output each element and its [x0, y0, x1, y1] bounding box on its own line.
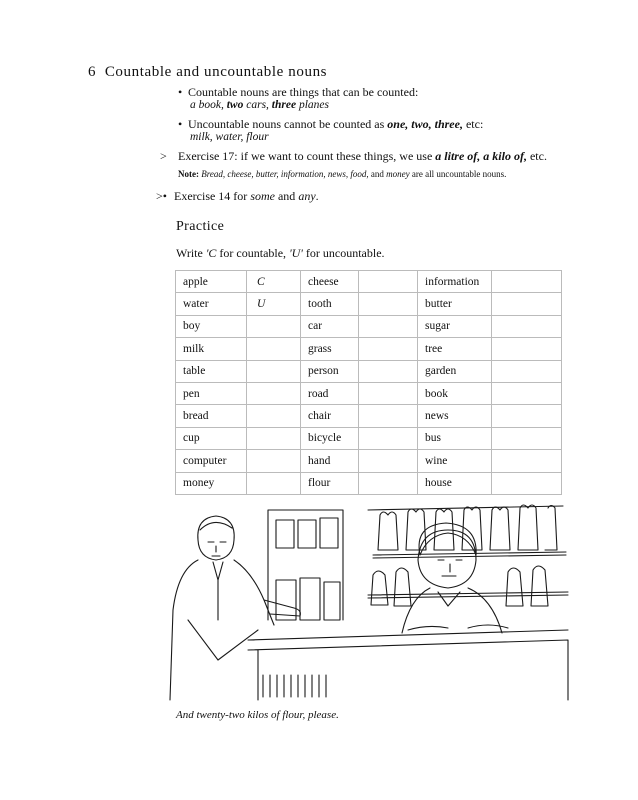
table-row	[176, 293, 562, 315]
answer-cell[interactable]	[247, 382, 301, 404]
word-cell: person	[301, 360, 359, 382]
word-cell: chair	[301, 405, 359, 427]
answer-cell[interactable]	[492, 293, 562, 315]
answer-cell[interactable]: C	[247, 271, 301, 293]
table-row	[176, 472, 562, 494]
answer-cell[interactable]	[359, 315, 418, 337]
table-row	[176, 338, 562, 360]
word-cell: information	[418, 271, 492, 293]
word-cell: road	[301, 382, 359, 404]
word-cell: tooth	[301, 293, 359, 315]
word-cell: garden	[418, 360, 492, 382]
word-cell: sugar	[418, 315, 492, 337]
answer-cell[interactable]	[247, 405, 301, 427]
answer-cell[interactable]	[492, 405, 562, 427]
table-row	[176, 405, 562, 427]
answer-cell[interactable]	[492, 271, 562, 293]
answer-cell[interactable]: U	[247, 293, 301, 315]
uncountable-examples: milk, water, flour	[190, 131, 269, 143]
word-cell: tree	[418, 338, 492, 360]
table-row	[176, 382, 562, 404]
word-cell: car	[301, 315, 359, 337]
word-cell: news	[418, 405, 492, 427]
answer-cell[interactable]	[492, 382, 562, 404]
word-cell: bicycle	[301, 427, 359, 449]
table-row	[176, 450, 562, 472]
answer-cell[interactable]	[359, 360, 418, 382]
word-cell: cheese	[301, 271, 359, 293]
word-cell: flour	[301, 472, 359, 494]
answer-cell[interactable]	[492, 360, 562, 382]
answer-cell[interactable]	[247, 427, 301, 449]
answer-cell[interactable]	[359, 382, 418, 404]
bullet-uncountable: • Uncountable nouns cannot be counted as one, two, three, etc:	[178, 117, 484, 131]
answer-cell[interactable]	[359, 472, 418, 494]
illustration-caption: And twenty-two kilos of flour, please.	[176, 709, 339, 721]
table-row	[176, 360, 562, 382]
table-row	[176, 271, 562, 293]
answer-cell[interactable]	[359, 271, 418, 293]
table-row	[176, 427, 562, 449]
cross-ref-exercise-14: >• Exercise 14 for some and any.	[156, 189, 319, 203]
word-cell: boy	[176, 315, 247, 337]
word-cell: butter	[418, 293, 492, 315]
word-cell: pen	[176, 382, 247, 404]
answer-cell[interactable]	[359, 293, 418, 315]
answer-cell[interactable]	[247, 360, 301, 382]
answer-cell[interactable]	[492, 427, 562, 449]
word-cell: computer	[176, 450, 247, 472]
word-cell: milk	[176, 338, 247, 360]
word-cell: book	[418, 382, 492, 404]
word-cell: wine	[418, 450, 492, 472]
word-cell: cup	[176, 427, 247, 449]
answer-cell[interactable]	[247, 450, 301, 472]
answer-cell[interactable]	[247, 338, 301, 360]
shop-illustration	[168, 500, 578, 702]
word-cell: table	[176, 360, 247, 382]
answer-cell[interactable]	[247, 472, 301, 494]
word-cell: money	[176, 472, 247, 494]
answer-cell[interactable]	[359, 450, 418, 472]
countable-examples: a book, two cars, three planes	[190, 99, 329, 111]
word-cell: water	[176, 293, 247, 315]
note: Note: Bread, cheese, butter, information, news, food, and money are all uncountable nouns.	[178, 169, 507, 179]
answer-cell[interactable]	[359, 427, 418, 449]
answer-cell[interactable]	[359, 405, 418, 427]
word-cell: apple	[176, 271, 247, 293]
practice-table	[175, 270, 562, 495]
word-cell: bus	[418, 427, 492, 449]
answer-cell[interactable]	[492, 315, 562, 337]
section-title: 6 Countable and uncountable nouns	[88, 64, 328, 80]
answer-cell[interactable]	[359, 338, 418, 360]
word-cell: hand	[301, 450, 359, 472]
answer-cell[interactable]	[247, 315, 301, 337]
cross-ref-exercise-17: > Exercise 17: if we want to count these things, we use a litre of, a kilo of, etc.	[160, 149, 547, 163]
practice-instruction: Write 'C for countable, 'U' for uncountable.	[176, 246, 385, 260]
word-cell: grass	[301, 338, 359, 360]
answer-cell[interactable]	[492, 472, 562, 494]
practice-heading: Practice	[176, 219, 225, 234]
answer-cell[interactable]	[492, 338, 562, 360]
word-cell: bread	[176, 405, 247, 427]
answer-cell[interactable]	[492, 450, 562, 472]
word-cell: house	[418, 472, 492, 494]
bullet-countable: • Countable nouns are things that can be counted:	[178, 85, 419, 99]
table-row	[176, 315, 562, 337]
